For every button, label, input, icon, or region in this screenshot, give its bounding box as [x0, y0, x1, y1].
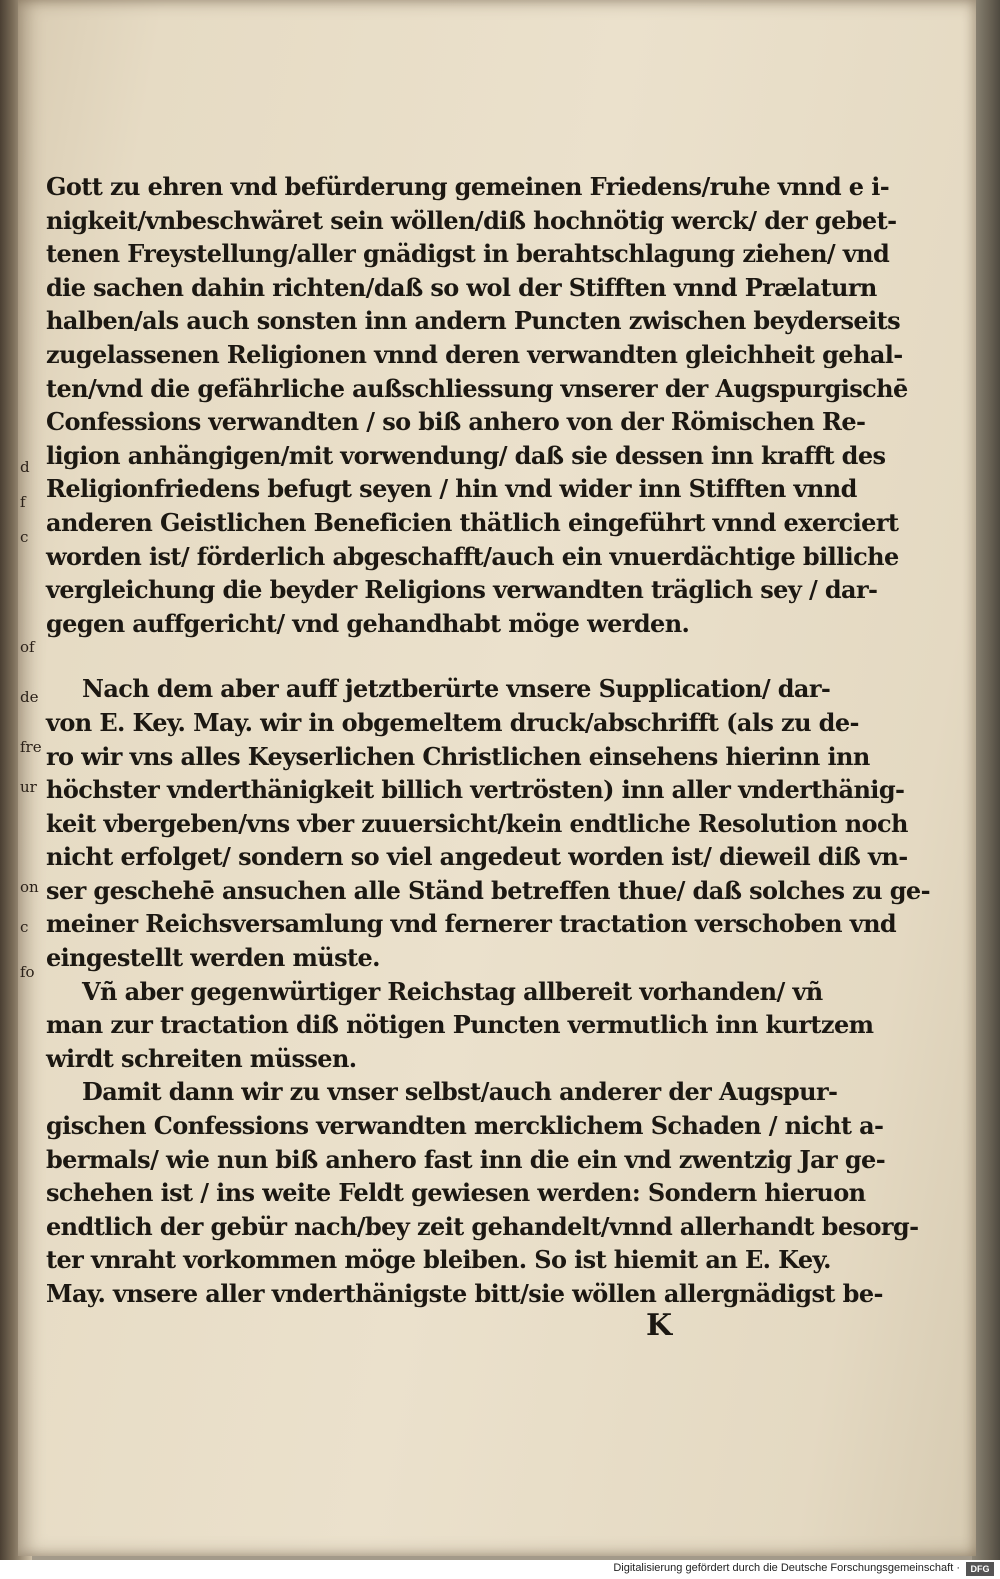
- margin-fragment: fo: [20, 963, 35, 981]
- text-line: von E. Key. May. wir in obgemeltem druck/abschrifft (als zu de-: [46, 707, 859, 737]
- margin-fragment: of: [20, 638, 35, 656]
- text-line: höchster vnderthänigkeit billich vertrösten) inn aller vnderthänig-: [46, 775, 905, 805]
- text-line: man zur tractation diß nötigen Puncten vermutlich inn kurtzem: [46, 1010, 874, 1040]
- dfg-logo: DFG: [966, 1562, 994, 1576]
- text-line: ten/vnd die gefährliche außschliessung vnserer der Augspurgischē: [46, 373, 908, 403]
- footer-bar: [0, 1560, 1000, 1579]
- text-line: halben/als auch sonsten inn andern Puncten zwischen beyderseits: [46, 306, 901, 336]
- text-line: eingestellt werden müste.: [46, 943, 380, 973]
- text-line: Vñ aber gegenwürtiger Reichstag allbereit vorhanden/ vñ: [82, 976, 823, 1006]
- text-line: tenen Freystellung/aller gnädigst in berahtschlagung ziehen/ vnd: [46, 239, 890, 269]
- text-line: Confessions verwandten / so biß anhero von der Römischen Re-: [46, 407, 866, 437]
- text-line: schehen ist / ins weite Feldt gewiesen werden: Sondern hieruon: [46, 1178, 866, 1208]
- page-right-edge: [972, 0, 1000, 1560]
- text-line: ro wir vns alles Keyserlichen Christlichen einsehens hierinn inn: [46, 741, 870, 771]
- margin-fragment: f: [20, 493, 26, 511]
- text-line: keit vbergeben/vns vber zuuersicht/kein endtliche Resolution noch: [46, 808, 908, 838]
- text-line: nicht erfolget/ sondern so viel angedeut worden ist/ dieweil diß vn-: [46, 842, 908, 872]
- body-text: [46, 170, 930, 1311]
- margin-fragment: on: [20, 878, 39, 896]
- paragraph-gap: [46, 640, 756, 672]
- text-line: worden ist/ förderlich abgeschafft/auch ein vnuerdächtige billiche: [46, 541, 899, 571]
- text-line: endtlich der gebür nach/bey zeit gehandelt/vnnd allerhandt besorg-: [46, 1211, 919, 1241]
- margin-fragment: d: [20, 458, 30, 476]
- margin-fragment: c: [20, 918, 29, 936]
- text-line: May. vnsere aller vnderthänigste bitt/sie wöllen allergnädigst be-: [46, 1279, 883, 1308]
- text-line: bermals/ wie nun biß anhero fast inn die ein vnd zwentzig Jar ge-: [46, 1144, 886, 1174]
- text-line: nigkeit/vnbeschwäret sein wöllen/diß hochnötig werck/ der gebet-: [46, 205, 897, 235]
- text-line: gegen auffgericht/ vnd gehandhabt möge werden.: [46, 608, 690, 638]
- margin-fragment: ur: [20, 778, 37, 796]
- footer-credit: Digitalisierung gefördert durch die Deutsche Forschungsgemeinschaft ·: [613, 1562, 960, 1574]
- signature-mark: K: [646, 1308, 673, 1343]
- text-line: zugelassenen Religionen vnnd deren verwandten gleichheit gehal-: [46, 339, 903, 369]
- text-line: ser geschehē ansuchen alle Ständ betreffen thue/ daß solches zu ge-: [46, 875, 930, 905]
- text-line: ligion anhängigen/mit vorwendung/ daß sie dessen inn krafft des: [46, 440, 886, 470]
- book-page: [18, 0, 976, 1556]
- text-line: wirdt schreiten müssen.: [46, 1043, 357, 1073]
- text-line: anderen Geistlichen Beneficien thätlich eingeführt vnnd exerciert: [46, 507, 899, 537]
- text-line: ter vnraht vorkommen möge bleiben. So ist hiemit an E. Key.: [46, 1245, 831, 1275]
- margin-fragment: c: [20, 528, 29, 546]
- text-line: Nach dem aber auff jetztberürte vnsere Supplication/ dar-: [82, 674, 831, 704]
- text-line: Religionfriedens befugt seyen / hin vnd wider inn Stifften vnnd: [46, 474, 857, 504]
- text-line: Damit dann wir zu vnser selbst/auch anderer der Augspur-: [82, 1077, 838, 1107]
- text-line: Gott zu ehren vnd befürderung gemeinen Friedens/ruhe vnnd e i-: [46, 172, 890, 201]
- margin-fragment: fre: [20, 738, 42, 756]
- text-line: die sachen dahin richten/daß so wol der Stifften vnnd Prælaturn: [46, 272, 877, 302]
- text-line: gischen Confessions verwandten mercklichem Schaden / nicht a-: [46, 1111, 884, 1141]
- margin-fragment: de: [20, 688, 39, 706]
- text-line: vergleichung die beyder Religions verwandten träglich sey / dar-: [46, 575, 878, 605]
- text-line: meiner Reichsversamlung vnd fernerer tractation verschoben vnd: [46, 909, 897, 939]
